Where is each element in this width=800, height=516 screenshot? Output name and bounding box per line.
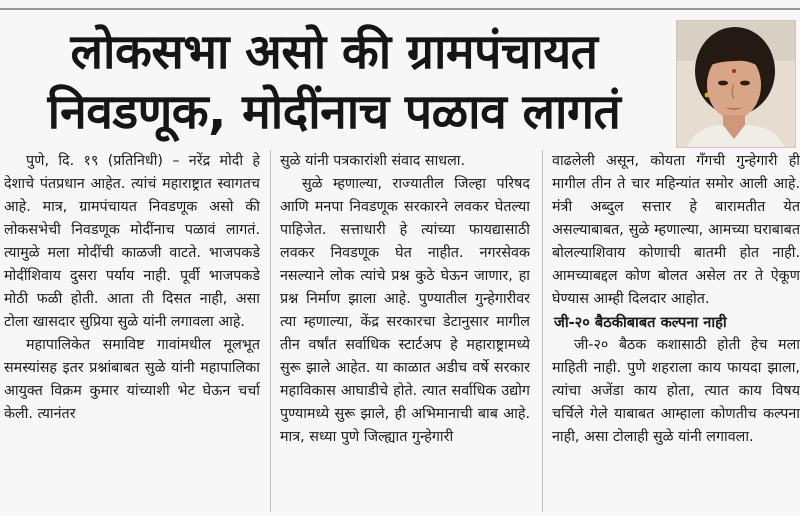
paragraph: वाढलेली असून, कोयता गँगची गुन्हेगारी ही मागील तीन ते चार महिन्यांत समोर आली आहे. मंत्री अब्दुल सत्तार हे बारामतीत येत असल्याबाबत, सुळे म्हणाल्या, आमच्या घराबाबत बोलल्याशिवाय कोणाची बातमी होत नाही. आमच्याबद्दल कोण बोलत असेल तर ते ऐकूण घेण्यास आम्ही दिलदार आहोत. — [552, 153, 800, 307]
article-body — [4, 150, 800, 512]
column-divider — [270, 150, 271, 512]
headline-line-2: निवडणूक, मोदींनाच पळाव लागतं — [47, 84, 621, 140]
paragraph: महापालिकेत समाविष्ट गावांमधील मूलभूत समस्यांसह इतर प्रश्नांबाबत सुळे यांनी महापालिका आयुक्त विक्रम कुमार यांच्याशी भेट घेऊन चर्चा केली. त्यानंतर — [4, 337, 260, 422]
portrait-illustration — [677, 21, 795, 147]
headline — [0, 20, 668, 144]
article-column-3 — [552, 150, 800, 512]
paragraph: सुळे यांनी पत्रकारांशी संवाद साधला. — [280, 153, 466, 169]
subheading: जी-२० बैठकीबाबत कल्पना नाही — [554, 314, 727, 331]
article-column-1 — [4, 150, 260, 512]
paragraph: सुळे म्हणाल्या, राज्यातील जिल्हा परिषद आणि मनपा निवडणूक सरकारने लवकर घेतल्या पाहिजेत. सत्ताधारी हे त्यांच्या फायद्यासाठी लवकर निवडणूक घेत नाहीत. नगरसेवक नसल्याने लोक त्यांचे प्रश्न कुठे घेऊन जाणार, हा प्रश्न निर्माण झाला आहे. पुण्यातील गुन्हेगारीवर त्या म्हणाल्या, केंद्र सरकारचा डेटानुसार मागील तीन वर्षांत सर्वाधिक स्टार्टअप हे महाराष्ट्रामध्ये सुरू झाले आहेत. या काळात अडीच वर्षे सरकार महाविकास आघाडीचे होते. त्यात सर्वाधिक उद्योग पुण्यामध्ये सुरू झाले, ही अभिमानाची बाब आहे. मात्र, सध्या पुणे जिल्ह्यात गुन्हेगारी — [280, 176, 530, 445]
paragraph: जी-२० बैठक कशासाठी होती हेच मला माहिती नाही. पुणे शहराला काय फायदा झाला, त्यांचा अजेंडा काय होता, त्यात काय विषय चर्चिले गेले याबाबत आम्हाला कोणतीच कल्पना नाही, असा टोलाही सुळे यांनी लगावला. — [552, 337, 800, 445]
paragraph: पुणे, दि. १९ (प्रतिनिधी) – नरेंद्र मोदी हे देशाचे पंतप्रधान आहेत. त्यांचं महाराष्ट्रात स्वागतच आहे. मात्र, ग्रामपंचायत निवडणूक असो की लोकसभेची निवडणूक मोदींनाच पळावं लागतं. त्यामुळे मला मोदींची काळजी वाटते. भाजपकडे मोदींशिवाय दुसरा पर्याय नाही. पूर्वी भाजपकडे मोठी फळी होती. आता ती दिसत नाही, असा टोला खासदार सुप्रिया सुळे यांनी लगावला आहे. — [4, 153, 260, 330]
headline-line-1: लोकसभा असो की ग्रामपंचायत — [70, 24, 598, 80]
portrait-photo — [676, 20, 796, 148]
article-column-2 — [280, 150, 530, 512]
column-divider — [542, 150, 543, 512]
top-rule — [0, 8, 800, 10]
